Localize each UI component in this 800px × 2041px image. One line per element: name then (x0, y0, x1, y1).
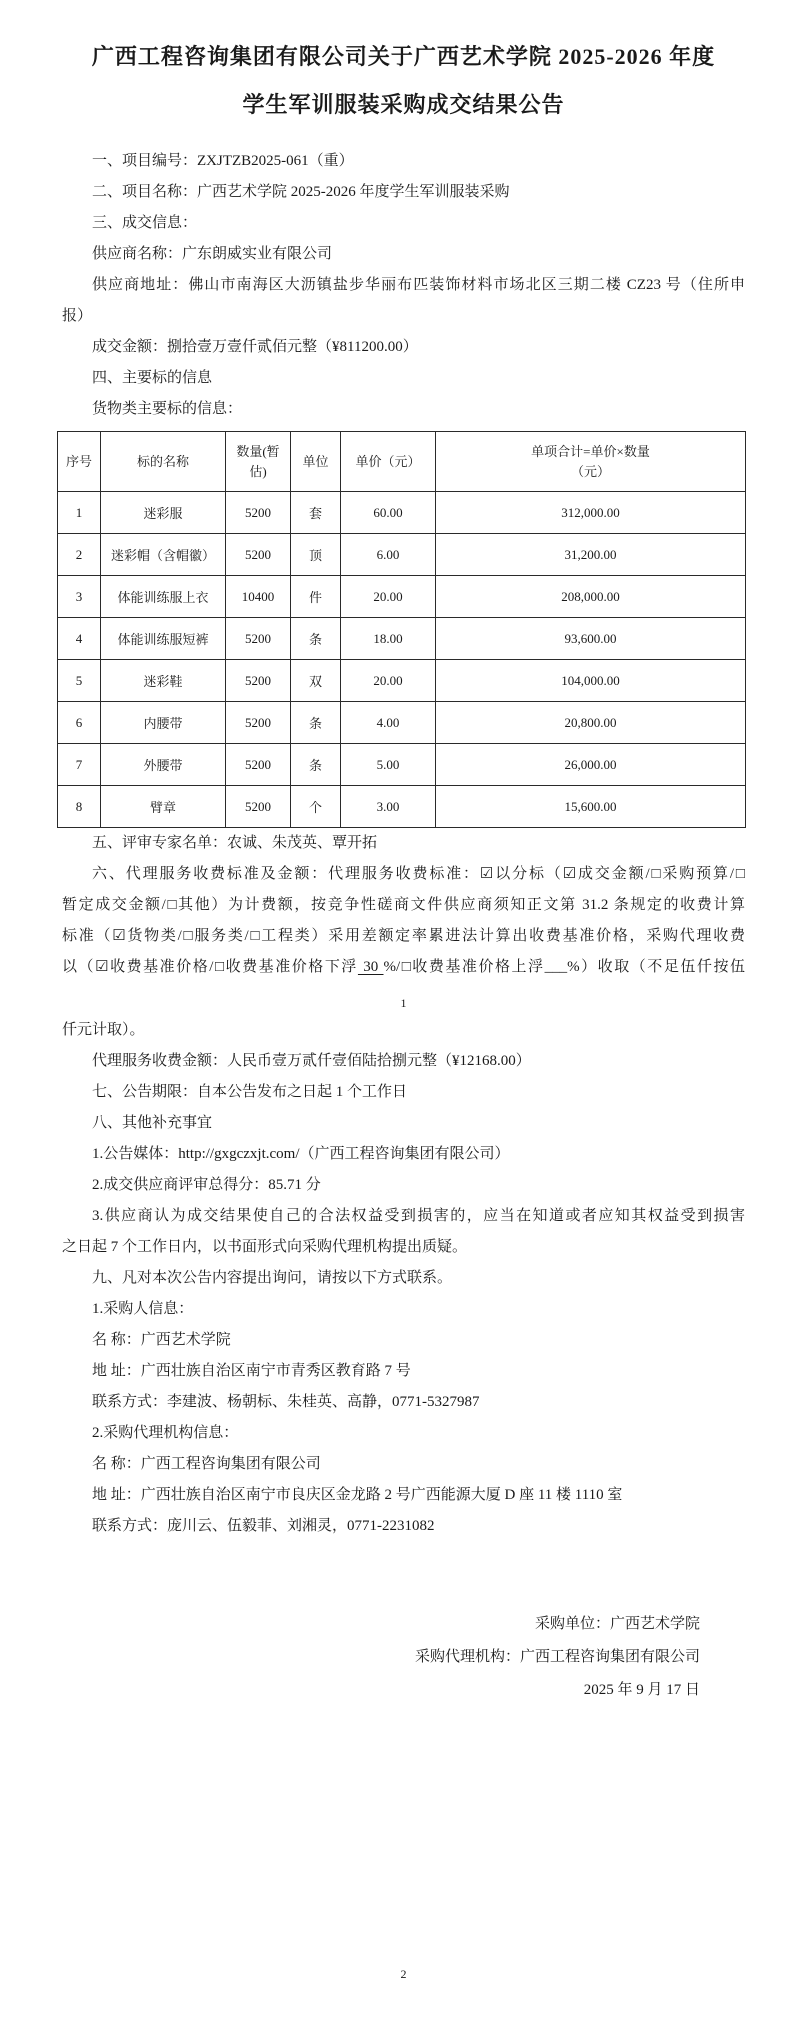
table-row (58, 576, 746, 618)
agency-signature: 采购代理机构：广西工程咨询集团有限公司 (414, 1649, 700, 1665)
table-cell: 迷彩鞋 (101, 660, 226, 702)
table-cell: 条 (291, 618, 341, 660)
col-header-unit-price: 单价（元） (341, 432, 436, 492)
table-cell: 5200 (226, 744, 291, 786)
table-cell: 顶 (291, 534, 341, 576)
agency-fee-line-3: 标准（☑货物类/□服务类/□工程类）采用差额定率累进法计算出收费基准价格，采购代理收费 (62, 928, 745, 944)
table-cell: 5200 (226, 702, 291, 744)
agency-contact-line: 联系方式：庞川云、伍毅菲、刘湘灵，0771-2231082 (92, 1518, 435, 1534)
table-row (58, 618, 746, 660)
table-cell: 个 (291, 786, 341, 828)
table-cell: 3.00 (341, 786, 436, 828)
table-cell: 5200 (226, 618, 291, 660)
table-cell: 104,000.00 (436, 660, 746, 702)
page-number-1: 1 (400, 996, 407, 1010)
fee-discount-value: 30 (357, 959, 384, 975)
signature-block (62, 1608, 745, 1707)
agency-fee-line-5: 仟元计取）。 (62, 1022, 145, 1038)
agency-fee-line-4-pre: 以（☑收费基准价格/□收费基准价格下浮 (62, 959, 358, 975)
table-row (58, 702, 746, 744)
table-cell: 套 (291, 492, 341, 534)
purchaser-name-line: 名 称：广西艺术学院 (92, 1332, 231, 1348)
main-subject-heading: 四、主要标的信息 (92, 370, 213, 386)
table-row (58, 786, 746, 828)
table-row (58, 660, 746, 702)
agency-info-heading: 2.采购代理机构信息： (92, 1425, 239, 1441)
table-cell: 93,600.00 (436, 618, 746, 660)
agency-fee-line-1: 六、代理服务收费标准及金额：代理服务收费标准：☑以分标（☑成交金额/□采购预算/□ (92, 866, 745, 882)
page-number-2: 2 (400, 1967, 407, 1981)
table-cell: 6.00 (341, 534, 436, 576)
table-cell: 外腰带 (101, 744, 226, 786)
table-cell: 3 (58, 576, 101, 618)
agency-name-line: 名 称：广西工程咨询集团有限公司 (92, 1456, 321, 1472)
col-header-unit: 单位 (291, 432, 341, 492)
deal-info-heading: 三、成交信息： (92, 215, 198, 231)
supplier-address-line-1: 供应商地址：佛山市南海区大沥镇盐步华丽布匹装饰材料市场北区三期二楼 CZ23 号（住所申 (92, 277, 745, 293)
document-title-line-2: 学生军训服装采购成交结果公告 (242, 92, 565, 117)
col-header-item-name: 标的名称 (101, 432, 226, 492)
table-cell: 4 (58, 618, 101, 660)
objection-line-1: 3.供应商认为成交结果使自己的合法权益受到损害的，应当在知道或者应知其权益受到损害 (92, 1208, 745, 1224)
other-matters-heading: 八、其他补充事宜 (92, 1115, 213, 1131)
table-cell: 5.00 (341, 744, 436, 786)
goods-table (57, 431, 746, 828)
table-cell: 臂章 (101, 786, 226, 828)
table-cell: 60.00 (341, 492, 436, 534)
project-number-line: 一、项目编号：ZXJTZB2025-061（重） (92, 153, 354, 169)
table-row (58, 744, 746, 786)
announcement-media-line: 1.公告媒体：http://gxgczxjt.com/（广西工程咨询集团有限公司） (92, 1146, 510, 1162)
table-cell: 8 (58, 786, 101, 828)
expert-list-line: 五、评审专家名单：农诚、朱茂英、覃开拓 (92, 835, 378, 851)
announcement-period-line: 七、公告期限：自本公告发布之日起 1 个工作日 (92, 1084, 408, 1100)
table-cell: 体能训练服短裤 (101, 618, 226, 660)
agency-fee-line-4-post: %/□收费基准价格上浮___%）收取（不足伍仟按伍 (383, 959, 745, 975)
table-cell: 15,600.00 (436, 786, 746, 828)
supplier-address-line-2: 报） (62, 308, 93, 324)
col-header-subtotal-line-2: （元） (570, 463, 610, 479)
col-header-index: 序号 (58, 432, 101, 492)
table-cell: 5200 (226, 534, 291, 576)
objection-line-2: 之日起 7 个工作日内，以书面形式向采购代理机构提出质疑。 (62, 1239, 468, 1255)
table-cell: 迷彩服 (101, 492, 226, 534)
purchaser-address-line: 地 址：广西壮族自治区南宁市青秀区教育路 7 号 (92, 1363, 411, 1379)
document-title-line-1: 广西工程咨询集团有限公司关于广西艺术学院 2025-2026 年度 (91, 44, 716, 69)
table-cell: 4.00 (341, 702, 436, 744)
table-cell: 1 (58, 492, 101, 534)
table-cell: 件 (291, 576, 341, 618)
supplier-name-line: 供应商名称：广东朗威实业有限公司 (92, 246, 333, 262)
table-cell: 31,200.00 (436, 534, 746, 576)
goods-info-label: 货物类主要标的信息： (92, 401, 243, 417)
table-cell: 条 (291, 744, 341, 786)
purchasing-unit-signature: 采购单位：广西艺术学院 (534, 1616, 700, 1632)
table-cell: 5200 (226, 660, 291, 702)
table-row (58, 492, 746, 534)
table-cell: 6 (58, 702, 101, 744)
col-header-quantity: 数量(暂估) (226, 432, 291, 492)
table-row (58, 534, 746, 576)
table-cell: 体能训练服上衣 (101, 576, 226, 618)
table-cell: 迷彩帽（含帽徽） (101, 534, 226, 576)
table-cell: 条 (291, 702, 341, 744)
table-cell: 20.00 (341, 576, 436, 618)
table-cell: 18.00 (341, 618, 436, 660)
table-cell: 5200 (226, 492, 291, 534)
table-cell: 双 (291, 660, 341, 702)
agency-fee-line-4 (62, 952, 745, 983)
agency-address-line: 地 址：广西壮族自治区南宁市良庆区金龙路 2 号广西能源大厦 D 座 11 楼 1110 室 (92, 1487, 623, 1503)
col-header-subtotal (436, 432, 746, 492)
table-cell: 5 (58, 660, 101, 702)
agency-fee-line-2: 暂定成交金额/□其他）为计费额，按竞争性磋商文件供应商须知正文第 31.2 条规定的收费计算 (62, 897, 745, 913)
table-cell: 208,000.00 (436, 576, 746, 618)
col-header-subtotal-line-1: 单项合计=单价×数量 (531, 443, 650, 459)
table-cell: 20,800.00 (436, 702, 746, 744)
table-cell: 5200 (226, 786, 291, 828)
purchaser-info-heading: 1.采购人信息： (92, 1301, 194, 1317)
agency-fee-amount-line: 代理服务收费金额：人民币壹万贰仟壹佰陆拾捌元整（¥12168.00） (92, 1053, 531, 1069)
table-cell: 7 (58, 744, 101, 786)
table-cell: 内腰带 (101, 702, 226, 744)
table-cell: 20.00 (341, 660, 436, 702)
table-cell: 10400 (226, 576, 291, 618)
announcement-date: 2025 年 9 月 17 日 (583, 1682, 700, 1698)
deal-amount-line: 成交金额：捌拾壹万壹仟贰佰元整（¥811200.00） (92, 339, 418, 355)
table-cell: 26,000.00 (436, 744, 746, 786)
table-cell: 2 (58, 534, 101, 576)
contact-heading: 九、凡对本次公告内容提出询问，请按以下方式联系。 (92, 1270, 453, 1286)
review-score-line: 2.成交供应商评审总得分：85.71 分 (92, 1177, 321, 1193)
table-cell: 312,000.00 (436, 492, 746, 534)
table-header-row (58, 432, 746, 492)
purchaser-contact-line: 联系方式：李建波、杨朝标、朱桂英、高静，0771-5327987 (92, 1394, 480, 1410)
project-name-line: 二、项目名称：广西艺术学院 2025-2026 年度学生军训服装采购 (92, 184, 510, 200)
